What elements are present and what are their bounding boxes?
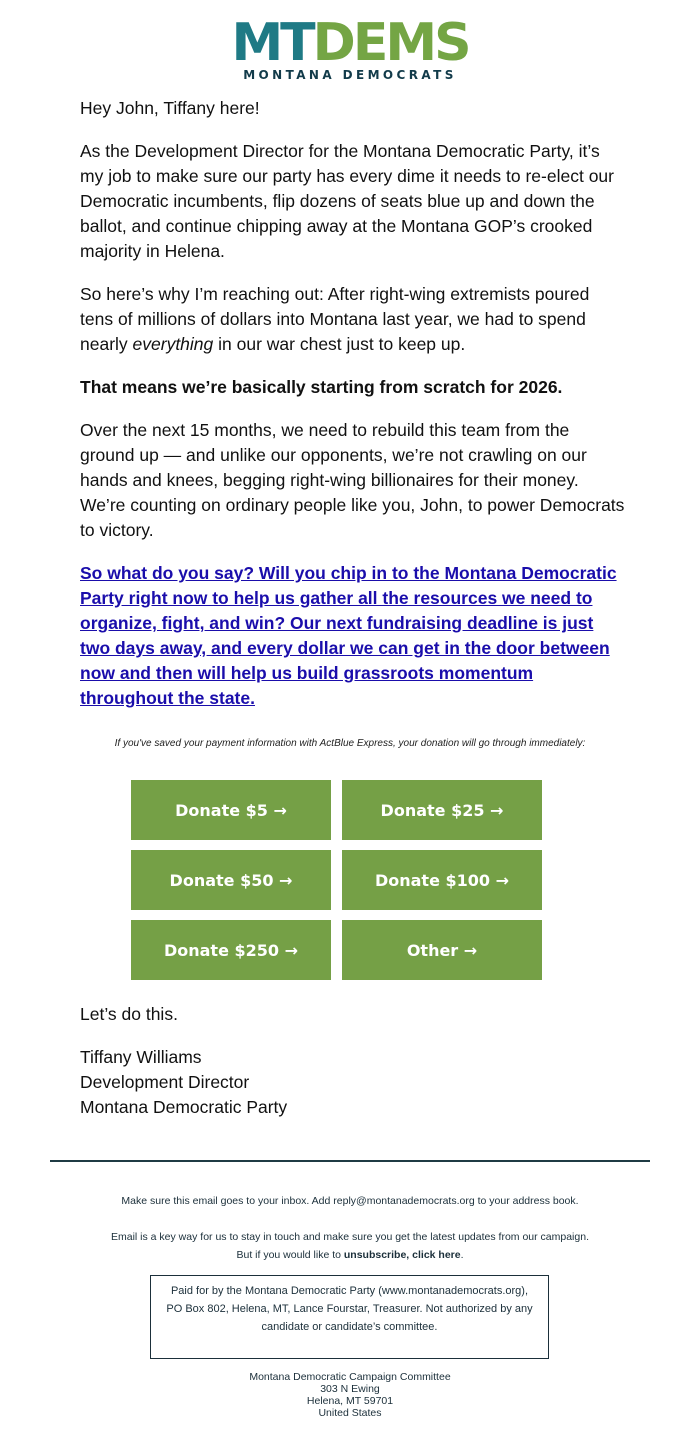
- unsubscribe-prefix: But if you would like to: [236, 1249, 344, 1261]
- donate-5-button[interactable]: Donate $5 →: [131, 780, 331, 840]
- paid-for-disclaimer: Paid for by the Montana Democratic Party (www.montanademocrats.org), PO Box 802, Helena, MT, Lance Fourstar, Treasurer. Not authorized by any candidate or candidate’s committee.: [150, 1275, 549, 1359]
- paragraph-reaching-out: [80, 282, 625, 357]
- montana-democrats-logo: [0, 13, 700, 82]
- donate-25-button[interactable]: Donate $25 →: [342, 780, 542, 840]
- donate-other-button[interactable]: Other →: [342, 920, 542, 980]
- cta-paragraph: [80, 561, 625, 711]
- unsubscribe-link[interactable]: unsubscribe, click here: [343, 1249, 461, 1261]
- paragraph-reaching-out-a: So here’s why I’m reaching out: After right-wing extremists poured tens of millions of dollars into Montana last year, we had to spend nearly: [80, 284, 590, 354]
- address-line-1: Montana Democratic Campaign Committee: [249, 1371, 451, 1383]
- mailing-address: [0, 1371, 700, 1419]
- logo-subtitle: MONTANA DEMOCRATS: [243, 68, 457, 82]
- signature: [80, 1045, 620, 1120]
- unsubscribe-suffix: .: [460, 1249, 464, 1261]
- donate-50-button[interactable]: Donate $50 →: [131, 850, 331, 910]
- address-line-4: United States: [318, 1407, 382, 1419]
- signature-title: Development Director: [80, 1072, 250, 1092]
- actblue-note: If you've saved your payment information with ActBlue Express, your donation will go through immediately:: [114, 738, 586, 749]
- emphasis-everything: everything: [132, 334, 214, 354]
- signature-org: Montana Democratic Party: [80, 1097, 288, 1117]
- paragraph-scratch: That means we’re basically starting from scratch for 2026.: [80, 377, 563, 397]
- donate-100-button[interactable]: Donate $100 →: [342, 850, 542, 910]
- paragraph-intro: As the Development Director for the Montana Democratic Party, it’s my job to make sure our party has every dime it needs to re-elect our Democratic incumbents, flip dozens of seats blue up and down the ballot, and continue chipping away at the Montana GOP’s crooked majority in Helena.: [80, 141, 614, 261]
- footer-unsubscribe-line: [0, 1249, 700, 1261]
- donate-250-button[interactable]: Donate $250 →: [131, 920, 331, 980]
- greeting: Hey John, Tiffany here!: [80, 98, 260, 118]
- logo-wordmark: [0, 13, 700, 73]
- address-line-3: Helena, MT 59701: [306, 1395, 394, 1407]
- paragraph-reaching-out-b: in our war chest just to keep up.: [213, 334, 466, 354]
- cta-link[interactable]: So what do you say? Will you chip in to the Montana Democratic Party right now to help us gather all the resources we need to organize, fight, and win? Our next fundraising deadline is just two days away, and every dollar we can get in the door between now and then will help us build grassroots momentum throughout the state.: [80, 563, 617, 708]
- logo-mt: MT: [231, 13, 313, 73]
- footer-keyway-text: Email is a key way for us to stay in touch and make sure you get the latest updates from our campaign.: [111, 1231, 589, 1243]
- paragraph-rebuild: Over the next 15 months, we need to rebuild this team from the ground up — and unlike our opponents, we’re not crawling on our hands and knees, begging right-wing billionaires for their money. We’re counting on ordinary people like you, John, to power Democrats to victory.: [80, 420, 625, 540]
- footer-inbox-text: Make sure this email goes to your inbox. Add reply@montanademocrats.org to your address book.: [121, 1195, 579, 1207]
- email-body: [80, 96, 625, 729]
- footer-divider: [50, 1160, 650, 1162]
- address-line-2: 303 N Ewing: [320, 1383, 380, 1395]
- signature-name: Tiffany Williams: [80, 1047, 202, 1067]
- closing-line: Let’s do this.: [80, 1004, 178, 1024]
- logo-dems: DEMS: [312, 13, 469, 73]
